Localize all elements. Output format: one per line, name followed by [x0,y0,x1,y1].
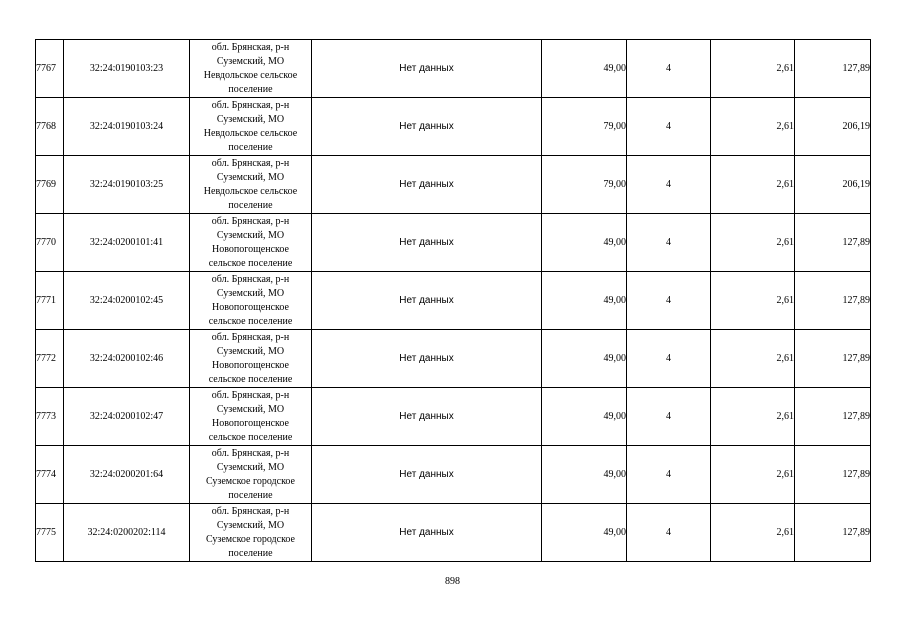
row-number: 7768 [36,98,64,156]
area-cell: 49,00 [542,214,627,272]
address-line: поселение [228,547,273,559]
cadastral-number: 32:24:0200102:46 [64,330,190,388]
note-cell: Нет данных [312,214,542,272]
table-row [36,446,871,504]
cadastral-number: 32:24:0190103:25 [64,156,190,214]
rate-cell: 2,61 [711,40,795,98]
area-cell: 49,00 [542,388,627,446]
address-cell [190,40,312,98]
area-cell: 79,00 [542,98,627,156]
row-number: 7771 [36,272,64,330]
table-row [36,214,871,272]
cadastral-number: 32:24:0200101:41 [64,214,190,272]
address-line: Новопогощенское [212,359,289,371]
category-cell: 4 [627,98,711,156]
category-cell: 4 [627,156,711,214]
row-number: 7767 [36,40,64,98]
cadastral-number: 32:24:0190103:23 [64,40,190,98]
row-number: 7770 [36,214,64,272]
value-cell: 127,89 [795,504,871,562]
address-cell [190,504,312,562]
value-cell: 127,89 [795,272,871,330]
cadastral-number: 32:24:0200201:64 [64,446,190,504]
address-line: обл. Брянская, р-н [211,389,290,401]
row-number: 7774 [36,446,64,504]
address-line: обл. Брянская, р-н [211,273,290,285]
address-cell [190,388,312,446]
address-line: Суземское городское [206,533,295,545]
address-cell [190,272,312,330]
address-cell [190,330,312,388]
rate-cell: 2,61 [711,330,795,388]
category-cell: 4 [627,388,711,446]
table-row [36,272,871,330]
value-cell: 127,89 [795,40,871,98]
category-cell: 4 [627,272,711,330]
rate-cell: 2,61 [711,214,795,272]
rate-cell: 2,61 [711,272,795,330]
note-cell: Нет данных [312,40,542,98]
row-number: 7773 [36,388,64,446]
address-line: Суземский, МО [216,461,285,473]
note-cell: Нет данных [312,98,542,156]
address-line: обл. Брянская, р-н [211,447,290,459]
area-cell: 49,00 [542,504,627,562]
address-line: обл. Брянская, р-н [211,157,290,169]
address-line: обл. Брянская, р-н [211,331,290,343]
table-row [36,40,871,98]
address-cell [190,214,312,272]
cadastral-table [35,39,871,562]
address-line: Новопогощенское [212,301,289,313]
table-row [36,504,871,562]
rate-cell: 2,61 [711,98,795,156]
address-line: Новопогощенское [212,417,289,429]
rate-cell: 2,61 [711,388,795,446]
value-cell: 206,19 [795,156,871,214]
row-number: 7772 [36,330,64,388]
address-line: Суземский, МО [216,345,285,357]
address-line: Суземский, МО [216,519,285,531]
rate-cell: 2,61 [711,446,795,504]
address-line: Невдольское сельское [203,127,298,139]
address-line: поселение [228,199,273,211]
table-row [36,98,871,156]
address-cell [190,446,312,504]
address-line: Суземский, МО [216,171,285,183]
area-cell: 49,00 [542,330,627,388]
area-cell: 49,00 [542,40,627,98]
address-line: сельское поселение [208,373,293,385]
value-cell: 127,89 [795,388,871,446]
address-line: Суземское городское [206,475,295,487]
category-cell: 4 [627,446,711,504]
category-cell: 4 [627,40,711,98]
category-cell: 4 [627,330,711,388]
value-cell: 127,89 [795,330,871,388]
note-cell: Нет данных [312,446,542,504]
value-cell: 127,89 [795,214,871,272]
row-number: 7769 [36,156,64,214]
address-line: поселение [228,489,273,501]
rate-cell: 2,61 [711,156,795,214]
page-number: 898 [445,576,460,587]
cadastral-number: 32:24:0200202:114 [64,504,190,562]
address-line: Суземский, МО [216,403,285,415]
address-line: Суземский, МО [216,113,285,125]
rate-cell: 2,61 [711,504,795,562]
value-cell: 206,19 [795,98,871,156]
address-line: обл. Брянская, р-н [211,99,290,111]
note-cell: Нет данных [312,330,542,388]
address-line: обл. Брянская, р-н [211,215,290,227]
address-line: Суземский, МО [216,55,285,67]
address-cell [190,156,312,214]
cadastral-number: 32:24:0200102:45 [64,272,190,330]
address-line: сельское поселение [208,431,293,443]
row-number: 7775 [36,504,64,562]
category-cell: 4 [627,504,711,562]
note-cell: Нет данных [312,504,542,562]
note-cell: Нет данных [312,388,542,446]
cadastral-number: 32:24:0190103:24 [64,98,190,156]
note-cell: Нет данных [312,156,542,214]
area-cell: 79,00 [542,156,627,214]
value-cell: 127,89 [795,446,871,504]
address-line: поселение [228,141,273,153]
area-cell: 49,00 [542,272,627,330]
address-line: обл. Брянская, р-н [211,505,290,517]
table-row [36,156,871,214]
note-cell: Нет данных [312,272,542,330]
category-cell: 4 [627,214,711,272]
table-row [36,388,871,446]
address-line: сельское поселение [208,257,293,269]
address-line: Новопогощенское [212,243,289,255]
address-line: поселение [228,83,273,95]
address-line: сельское поселение [208,315,293,327]
table-row [36,330,871,388]
address-cell [190,98,312,156]
address-line: Невдольское сельское [203,185,298,197]
cadastral-number: 32:24:0200102:47 [64,388,190,446]
area-cell: 49,00 [542,446,627,504]
address-line: Невдольское сельское [203,69,298,81]
table-body [36,40,871,562]
address-line: Суземский, МО [216,229,285,241]
address-line: Суземский, МО [216,287,285,299]
address-line: обл. Брянская, р-н [211,41,290,53]
